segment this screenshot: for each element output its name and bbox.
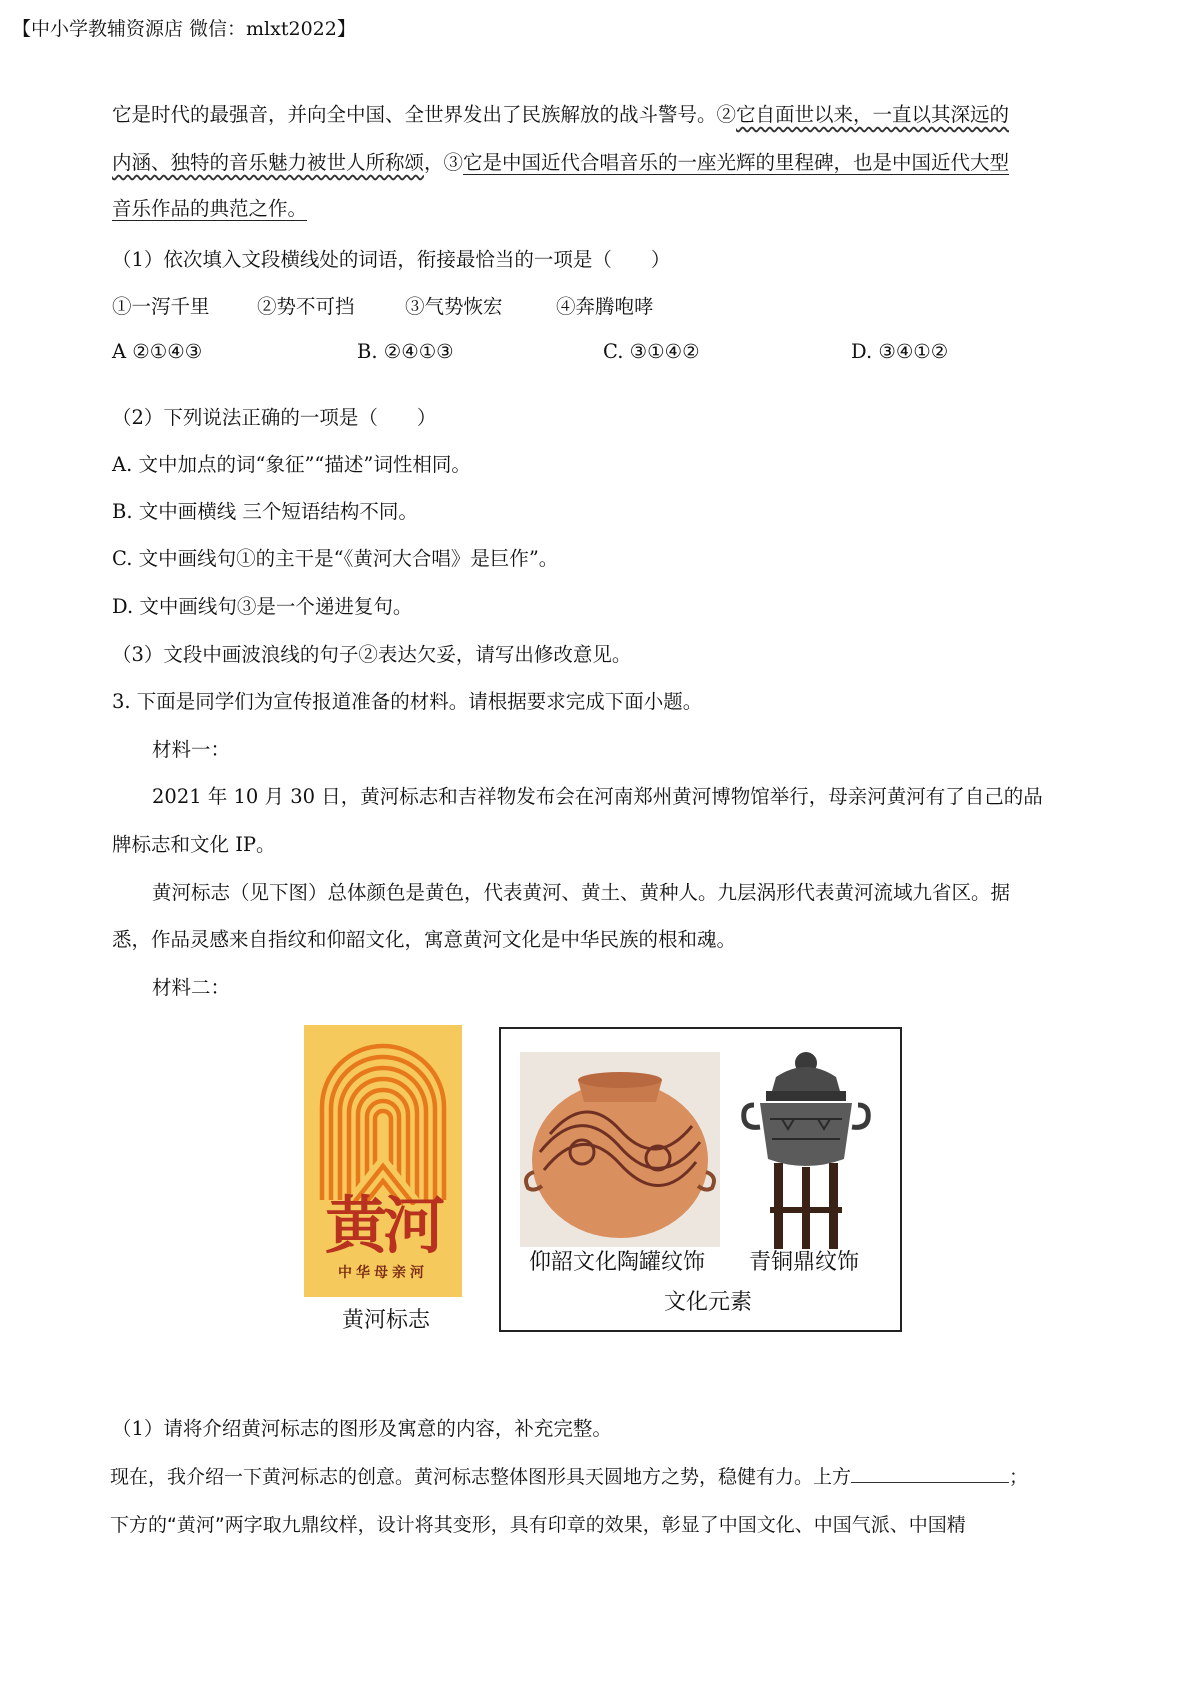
task-line-2: 下方的“黄河”两字取九鼎纹样，设计将其变形，具有印章的效果，彰显了中国文化、中国气派、中国精 [110,1514,966,1536]
passage-line-3 [112,194,307,224]
q1-option-a: A ②①④③ [112,340,203,363]
material-1-label: 材料一： [152,738,231,761]
passage-line-2: 内涵、独特的音乐魅力被世人所称颂，③它是中国近代合唱音乐的一座光辉的里程碑，也是中国近代大型 [112,151,1010,174]
material-1-para-2a: 黄河标志（见下图）总体颜色是黄色，代表黄河、黄土、黄种人。九层涡形代表黄河流域九省区。据 [152,881,1011,904]
q2-option-d: D. 文中画线句③是一个递进复句。 [112,595,413,618]
q1-word-2: ②势不可挡 [257,295,355,318]
logo-characters: 黄河 [324,1189,441,1262]
material-1-para-1b: 牌标志和文化 IP。 [112,833,276,856]
q1-prompt: （1）依次填入文段横线处的词语，衔接最恰当的一项是（ ） [112,248,671,271]
wavy-sentence-cont: 内涵、独特的音乐魅力被世人所称颂 [112,151,425,174]
pottery-jar-image [520,1052,720,1247]
material-1-para-1a: 2021 年 10 月 30 日，黄河标志和吉祥物发布会在河南郑州黄河博物馆举行，母亲河黄河有了自己的品 [152,785,1043,808]
q2-prompt: （2）下列说法正确的一项是（ ） [112,406,437,429]
material-1-para-2b: 悉，作品灵感来自指纹和仰韶文化，寓意黄河文化是中华民族的根和魂。 [112,928,737,951]
q2-option-a: A. 文中加点的词“象征”“描述”词性相同。 [112,453,471,476]
underlined-sentence: 它是中国近代合唱音乐的一座光辉的里程碑，也是中国近代大型 [463,151,1010,174]
q1-option-d: D. ③④①② [851,340,949,363]
q1-option-c: C. ③①④② [603,340,700,363]
q2-option-c: C. 文中画线句①的主干是“《黄河大合唱》是巨作”。 [112,547,559,570]
material-2-label: 材料二： [152,976,231,999]
logo-caption: 黄河标志 [342,1308,431,1333]
pottery-caption: 仰韶文化陶罐纹饰 [529,1250,706,1275]
q1-option-b: B. ②④①③ [357,340,454,363]
page-header: 【中小学教辅资源店 微信：mlxt2022】 [12,18,356,40]
q1-word-1: ①一泻千里 [112,295,210,318]
wavy-sentence: 它自面世以来，一直以其深远的 [736,103,1010,126]
section3-title: 3. 下面是同学们为宣传报道准备的材料。请根据要求完成下面小题。 [112,690,703,713]
ding-caption: 青铜鼎纹饰 [749,1250,860,1275]
q1-word-3: ③气势恢宏 [405,295,503,318]
task-line-1: 现在，我介绍一下黄河标志的创意。黄河标志整体图形具天圆地方之势，稳健有力。上方 ； [110,1466,1029,1488]
answer-blank[interactable] [851,1464,1009,1483]
underlined-sentence-cont: 音乐作品的典范之作。 [112,197,308,220]
q1-word-4: ④奔腾咆哮 [556,295,654,318]
bronze-ding-image [730,1047,882,1252]
q2-option-b: B. 文中画横线 三个短语结构不同。 [112,500,418,523]
logo-subtitle: 中华母亲河 [338,1265,428,1281]
task-prompt: （1）请将介绍黄河标志的图形及寓意的内容，补充完整。 [112,1417,612,1440]
q3-prompt: （3）文段中画波浪线的句子②表达欠妥，请写出修改意见。 [112,643,632,666]
culture-elements-caption: 文化元素 [664,1290,753,1315]
fingerprint-rings-icon [312,1035,454,1205]
passage-line-1: 它是时代的最强音，并向全中国、全世界发出了民族解放的战斗警号。②它自面世以来，一直以其深远的 [112,103,1010,126]
